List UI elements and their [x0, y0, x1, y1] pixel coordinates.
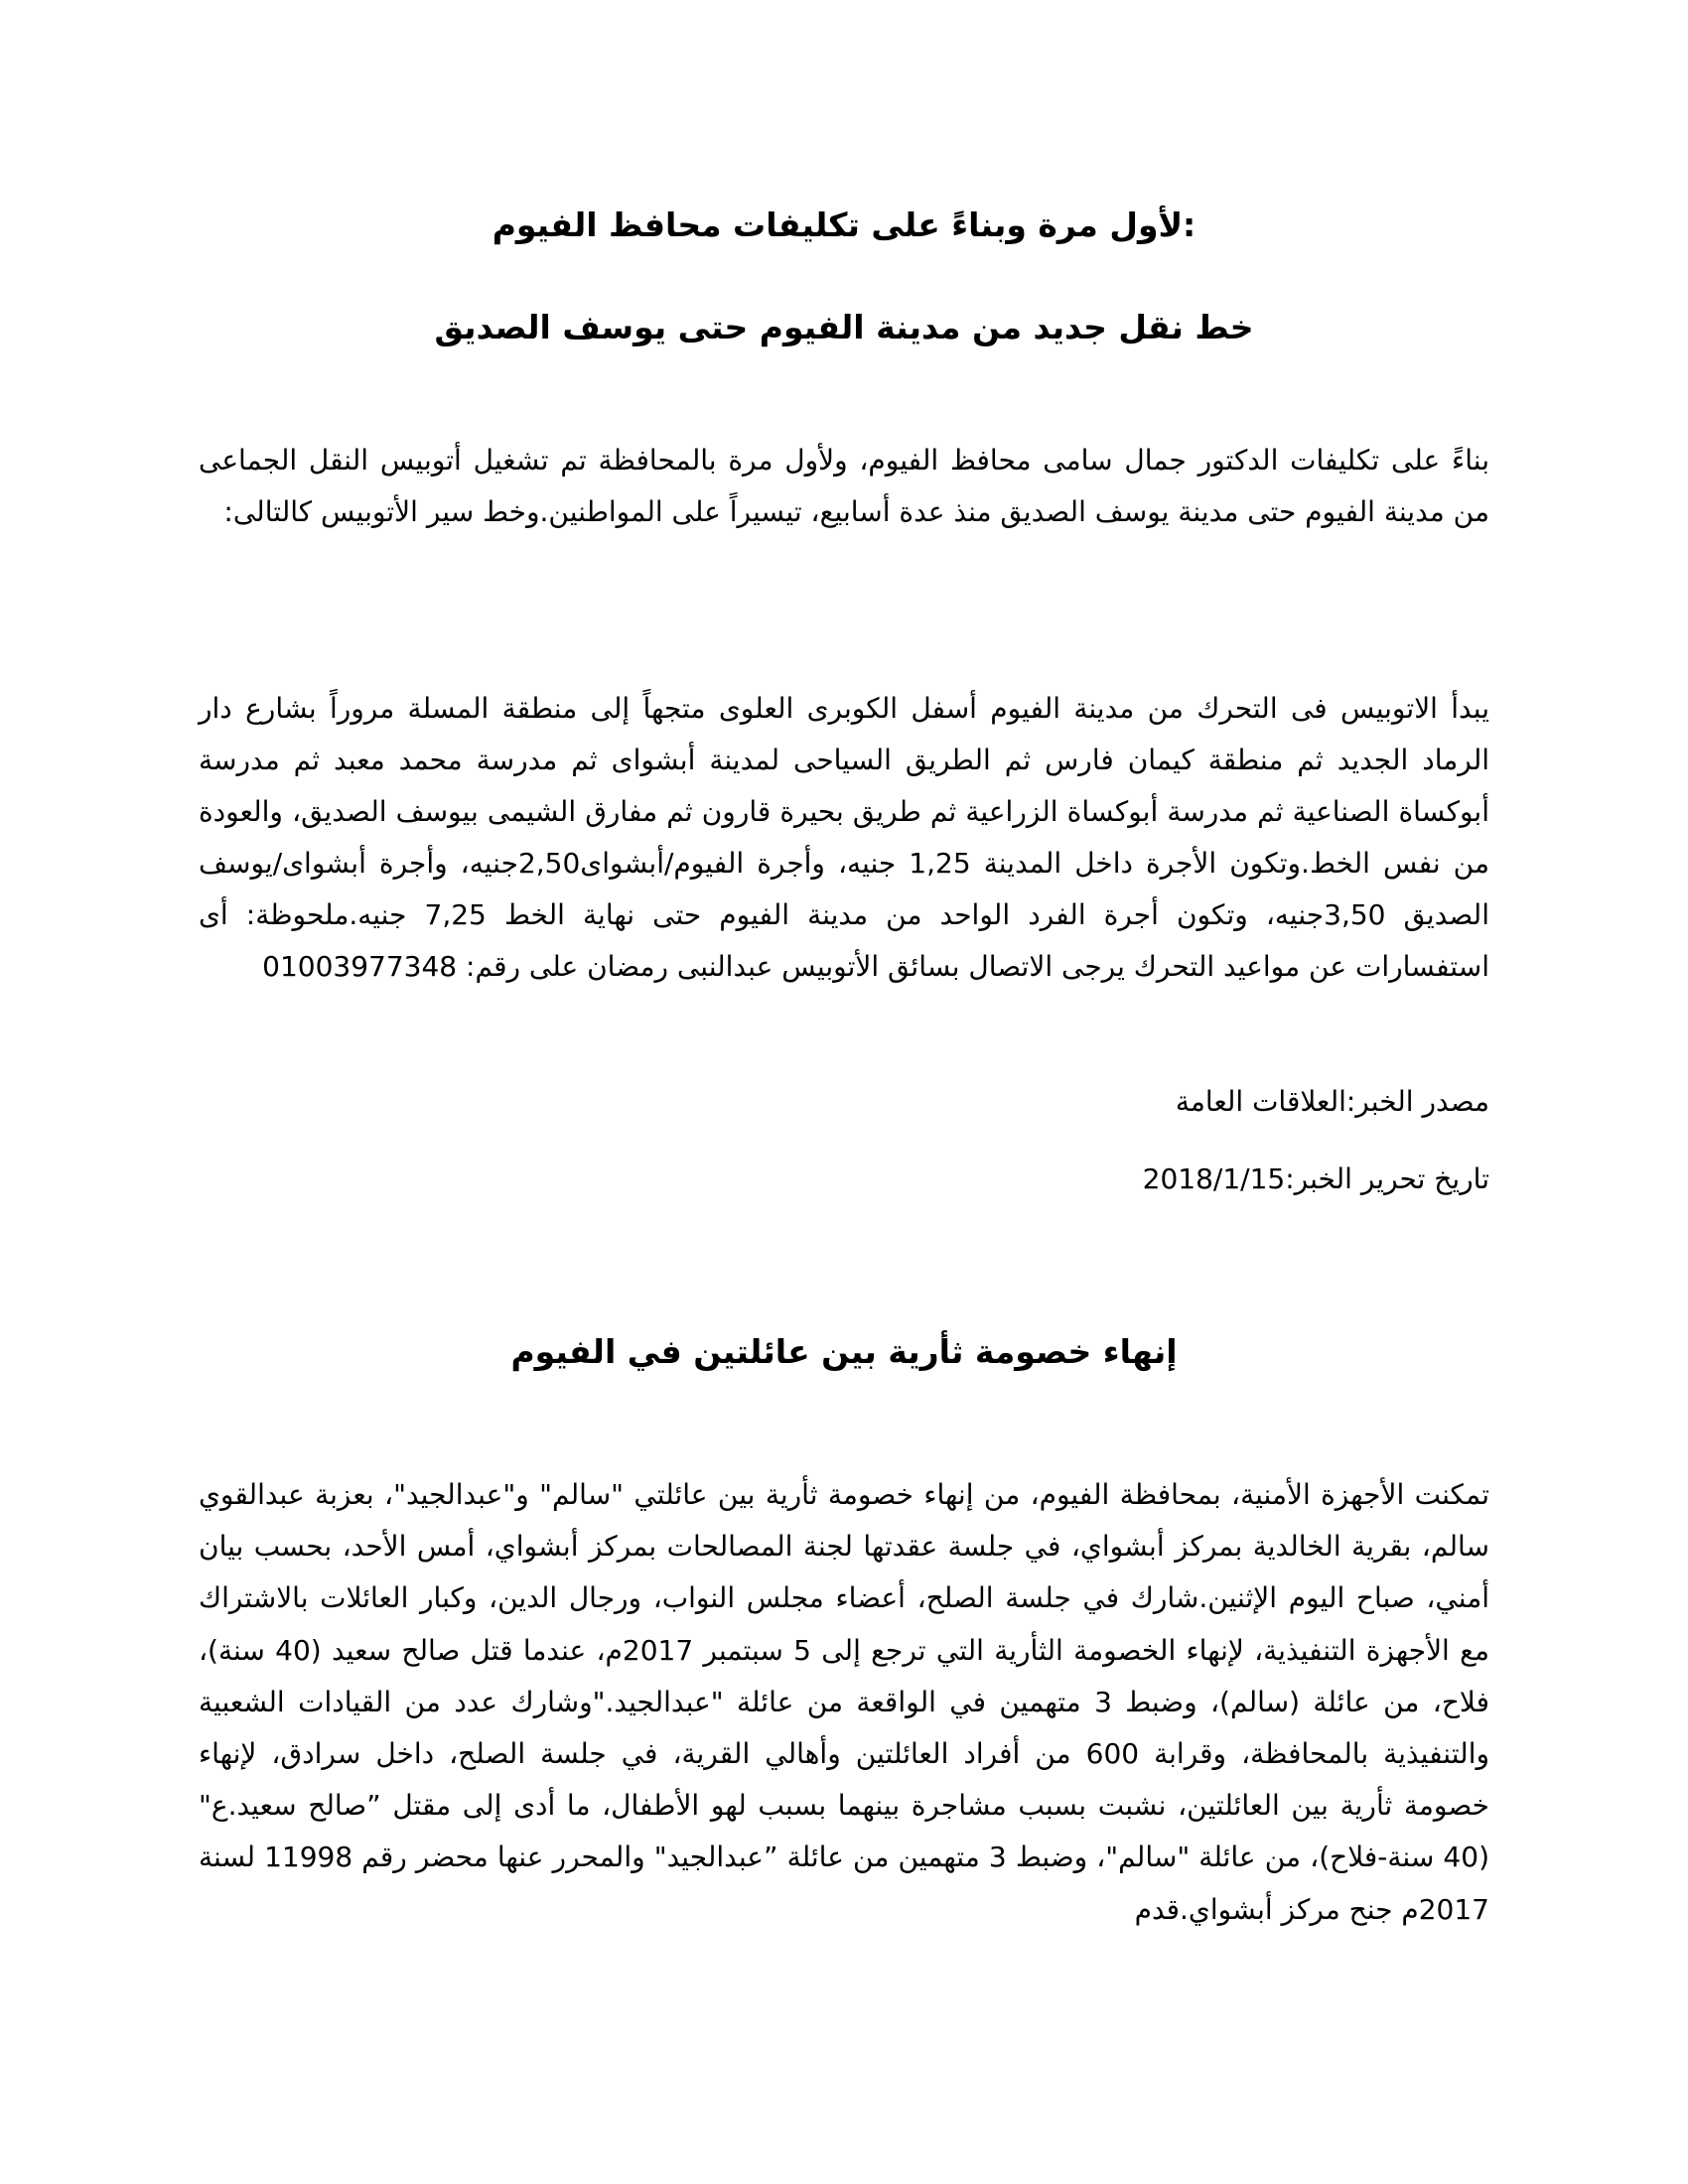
document-page [199, 0, 1489, 2184]
article-1-date: تاريخ تحرير الخبر:2018/1/15 [1142, 1162, 1489, 1195]
article-1-title-line-1: :لأول مرة وبناءً على تكليفات محافظ الفيوم [492, 205, 1196, 244]
article-2-paragraph-1: تمكنت الأجهزة الأمنية، بمحافظة الفيوم، من إنهاء خصومة ثأرية بين عائلتي "سالم" و"عبدالجيد"، بعزبة عبدالقوي سالم، بقرية الخالدية بمركز أبشواي، في جلسة عقدتها لجنة المصالحات بمركز أبشواي، أمس الأحد، بحسب بيان أمني، صباح اليوم الإثنين.شارك في جلسة الصلح، أعضاء مجلس النواب، ورجال الدين، وكبار العائلات بالاشتراك مع الأجهزة التنفيذية، لإنهاء الخصومة الثأرية التي ترجع إلى 5 سبتمبر 2017م، عندما قتل صالح سعيد (40 سنة)، فلاح، من عائلة (سالم)، وضبط 3 متهمين في الواقعة من عائلة "عبدالجيد."وشارك عدد من القيادات الشعبية والتنفيذية بالمحافظة، وقرابة 600 من أفراد العائلتين وأهالي القرية، في جلسة الصلح، داخل سرادق، لإنهاء خصومة ثأرية بين العائلتين، نشبت بسبب مشاجرة بينهما بسبب لهو الأطفال، ما أدى إلى مقتل ”صالح سعيد.ع" (40 سنة-فلاح)، من عائلة "سالم"، وضبط 3 متهمين من عائلة ”عبدالجيد" والمحرر عنها محضر رقم 11998 لسنة 2017م جنح مركز أبشواي.قدم [199, 1478, 1489, 1926]
article-1-title-line-2: خط نقل جديد من مدينة الفيوم حتى يوسف الصديق [434, 308, 1254, 346]
article-1-source: مصدر الخبر:العلاقات العامة [1175, 1085, 1489, 1118]
article-1-paragraph-1: بناءً على تكليفات الدكتور جمال سامى محافظ الفيوم، ولأول مرة بالمحافظة تم تشغيل أتوبيس النقل الجماعى من مدينة الفيوم حتى مدينة يوسف الصديق منذ عدة أسابيع، تيسيراً على المواطنين.وخط سير الأتوبيس كالتالى: [199, 444, 1489, 528]
article-1-paragraph-2: يبدأ الاتوبيس فى التحرك من مدينة الفيوم أسفل الكوبرى العلوى متجهاً إلى منطقة المسلة مروراً بشارع دار الرماد الجديد ثم منطقة كيمان فارس ثم الطريق السياحى لمدينة أبشواى ثم مدرسة محمد معبد ثم مدرسة أبوكساة الصناعية ثم مدرسة أبوكساة الزراعية ثم طريق بحيرة قارون ثم مفارق الشيمى بيوسف الصديق، والعودة من نفس الخط.وتكون الأجرة داخل المدينة 1,25 جنيه، وأجرة الفيوم/أبشواى2,50جنيه، وأجرة أبشواى/يوسف الصديق 3,50جنيه، وتكون أجرة الفرد الواحد من مدينة الفيوم حتى نهاية الخط 7,25 جنيه.ملحوظة: أى استفسارات عن مواعيد التحرك يرجى الاتصال بسائق الأتوبيس عبدالنبى رمضان على رقم: 01003977348 [199, 692, 1489, 983]
article-2-title: إنهاء خصومة ثأرية بين عائلتين في الفيوم [510, 1332, 1178, 1371]
